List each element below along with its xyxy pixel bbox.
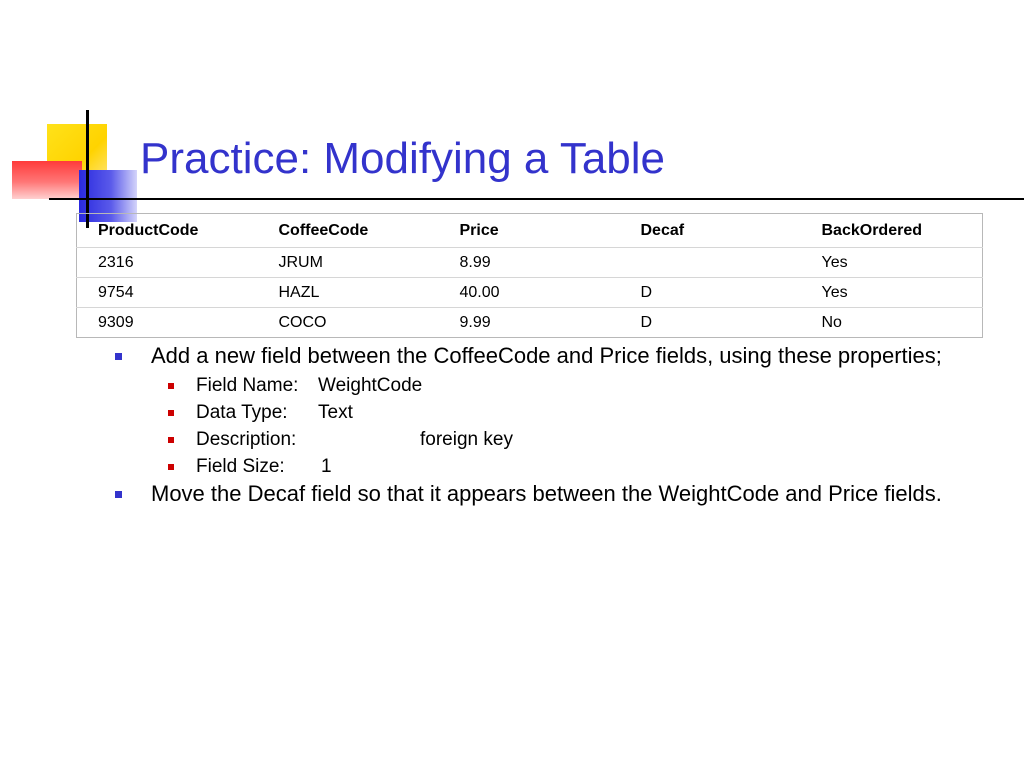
table-header-row bbox=[77, 214, 983, 248]
table-row bbox=[77, 308, 983, 338]
table-cell: 2316 bbox=[77, 248, 258, 278]
table-cell: 8.99 bbox=[439, 248, 620, 278]
table-cell: Yes bbox=[801, 278, 983, 308]
table-cell: No bbox=[801, 308, 983, 338]
square-bullet-icon bbox=[168, 437, 174, 443]
square-bullet-icon bbox=[115, 491, 122, 498]
bullet-item bbox=[111, 344, 991, 368]
coffee-table bbox=[76, 213, 983, 338]
square-bullet-icon bbox=[168, 464, 174, 470]
table-cell: 40.00 bbox=[439, 278, 620, 308]
table-cell bbox=[620, 248, 801, 278]
property-value: WeightCode bbox=[318, 375, 423, 396]
property-label: Data Type: bbox=[196, 402, 288, 423]
logo-red-bar bbox=[12, 161, 82, 199]
property-label: Description: bbox=[196, 429, 297, 450]
table-row bbox=[77, 248, 983, 278]
table-cell: COCO bbox=[258, 308, 439, 338]
logo-vertical-line bbox=[86, 110, 89, 228]
bullet-item bbox=[111, 482, 991, 506]
table-row bbox=[77, 278, 983, 308]
sub-bullet-item bbox=[111, 453, 991, 480]
title-underline bbox=[49, 198, 1024, 200]
bullet-list bbox=[111, 344, 991, 510]
square-bullet-icon bbox=[115, 353, 122, 360]
square-bullet-icon bbox=[168, 410, 174, 416]
table-cell: 9754 bbox=[77, 278, 258, 308]
sub-bullet-list bbox=[111, 372, 991, 480]
column-header: BackOrdered bbox=[821, 221, 922, 239]
coffee-table-container bbox=[76, 213, 982, 338]
table-cell: D bbox=[620, 278, 801, 308]
table-cell: D bbox=[620, 308, 801, 338]
property-label: Field Name: bbox=[196, 375, 299, 396]
table-cell: HAZL bbox=[258, 278, 439, 308]
sub-bullet-item bbox=[111, 372, 991, 399]
column-header: Decaf bbox=[640, 221, 685, 239]
table-cell: Yes bbox=[801, 248, 983, 278]
column-header: CoffeeCode bbox=[278, 221, 369, 239]
property-value: 1 bbox=[321, 456, 332, 477]
square-bullet-icon bbox=[168, 383, 174, 389]
bullet-text: Move the Decaf field so that it appears between the WeightCode and Price fields. bbox=[151, 481, 942, 506]
table-cell: 9.99 bbox=[439, 308, 620, 338]
table-cell: JRUM bbox=[258, 248, 439, 278]
property-label: Field Size: bbox=[196, 456, 285, 477]
property-value: Text bbox=[318, 402, 353, 423]
sub-bullet-item bbox=[111, 399, 991, 426]
sub-bullet-item bbox=[111, 426, 991, 453]
slide-title: Practice: Modifying a Table bbox=[140, 134, 666, 183]
column-header: Price bbox=[459, 221, 499, 239]
bullet-text: Add a new field between the CoffeeCode and Price fields, using these properties; bbox=[151, 343, 942, 368]
column-header: ProductCode bbox=[98, 221, 199, 239]
property-value: foreign key bbox=[420, 429, 513, 450]
table-cell: 9309 bbox=[77, 308, 258, 338]
